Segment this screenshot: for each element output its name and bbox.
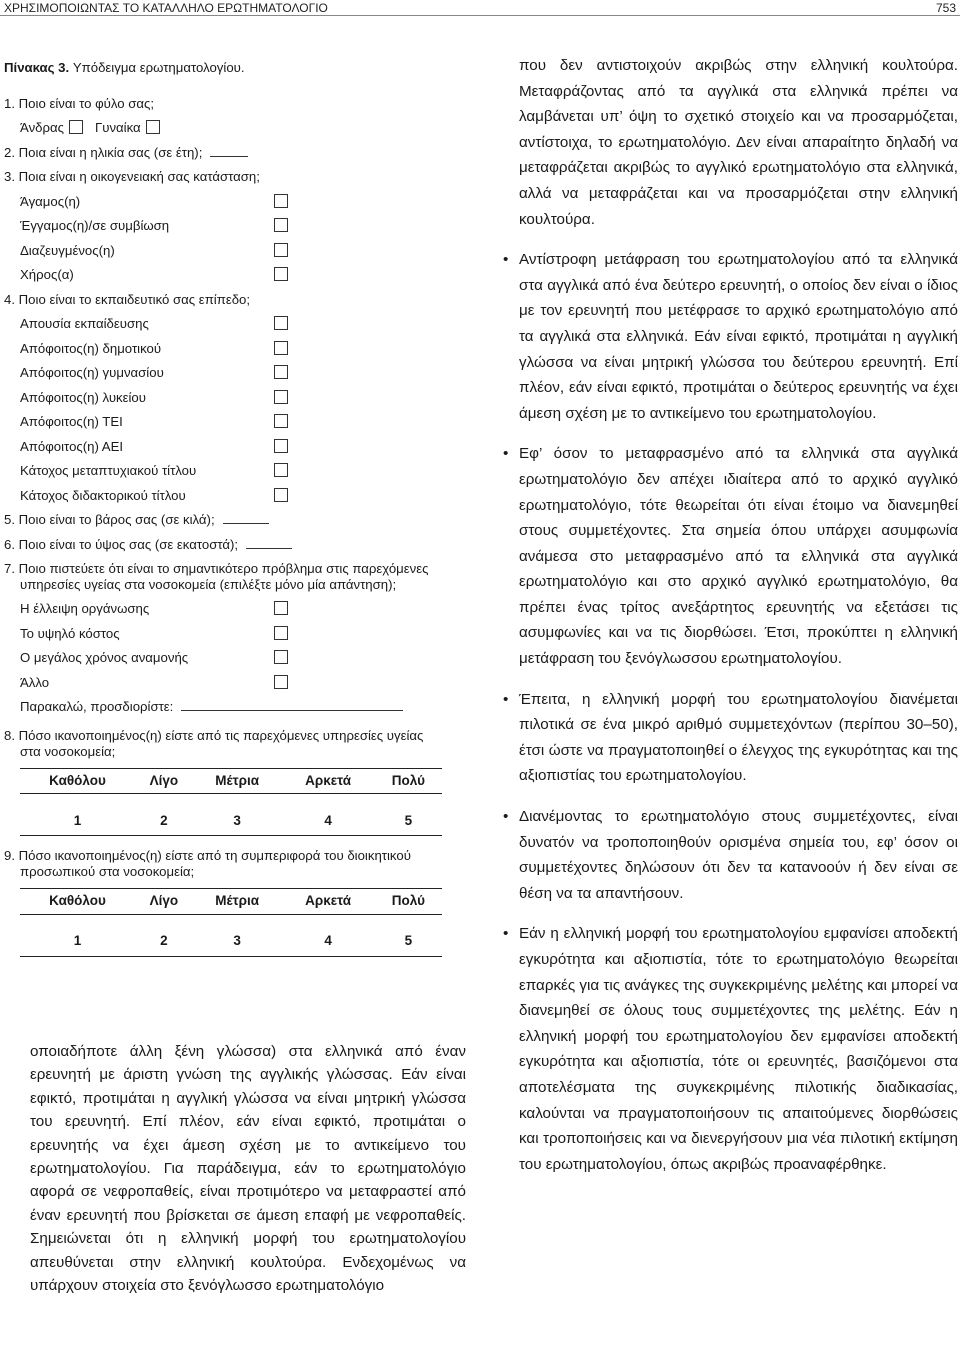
scale-label: Αρκετά bbox=[282, 768, 375, 794]
question-text-cont: υπηρεσίες υγείας στα νοσοκομεία (επιλέξτε μόνο μία απάντηση); bbox=[20, 577, 397, 592]
q4-option bbox=[4, 337, 474, 362]
scale-label: Καθόλου bbox=[20, 768, 135, 794]
body-paragraph-left: οποιαδήποτε άλλη ξένη γλώσσα) στα ελληνικά από έναν ερευνητή με άριστη γνώση της αγγλικής γλώσσας. Εάν είναι εφικτό, προτιμάται η αγγλική γλώσσα να είναι μητρική γλώσσα του ερευνητή. Επί πλέον, εάν είναι εφικτό, προτιμάται ο ερευνητής να έχει άμεση σχέση με το αντικείμενο του ερωτηματολογίου. Για παράδειγμα, εάν το ερωτηματολόγιο αφορά σε νεφροπαθείς, είναι προτιμότερο να μεταφραστεί από έναν ερευνητή που βρίσκεται σε άμεση επαφή με νεφροπαθείς. Σημειώνεται ότι η ελληνική μορφή του ερωτηματολογίου απευθύνεται στην ελληνική κουλτούρα. Ενδεχομένως να υπάρχουν στοιχεία στο ξενόγλωσσο ερωτηματολόγιο bbox=[30, 1043, 466, 1295]
question-text: 9. Πόσο ικανοποιημένος(η) είστε από τη συμπεριφορά του διοικητικού bbox=[4, 848, 411, 863]
scale-value[interactable]: 4 bbox=[282, 914, 375, 956]
checkbox[interactable] bbox=[274, 650, 288, 664]
checkbox-male[interactable] bbox=[69, 120, 83, 134]
option-label: Άνδρας bbox=[20, 120, 64, 135]
question-text: 6. Ποιο είναι το ύψος σας (σε εκατοστά); bbox=[4, 536, 239, 552]
option-label: Το υψηλό κόστος bbox=[20, 625, 120, 641]
q4-option bbox=[4, 435, 474, 460]
scale-label: Λίγο bbox=[135, 768, 193, 794]
checkbox[interactable] bbox=[274, 194, 288, 208]
checkbox[interactable] bbox=[274, 243, 288, 257]
q3-option bbox=[4, 190, 474, 215]
scale-value[interactable]: 3 bbox=[193, 794, 282, 836]
questionnaire-sample bbox=[4, 56, 474, 965]
scale-label: Πολύ bbox=[375, 889, 442, 915]
list-item-text: Έπειτα, η ελληνική μορφή του ερωτηματολογίου διανέμεται πιλοτικά σε ένα μικρό αριθμό συμμετεχόντων (περίπου 30–50), έτσι ώστε να πραγματοποιηθεί ο έλεγχος της εγκυρότητας και της αξιοπιστίας του ερωτηματολογίου. bbox=[519, 690, 958, 785]
page-number: 753 bbox=[935, 1, 956, 15]
list-item bbox=[500, 687, 958, 789]
option-label: Απόφοιτος(η) λυκείου bbox=[20, 389, 146, 405]
option-label: Απόφοιτος(η) ΤΕΙ bbox=[20, 414, 123, 429]
table-caption: Υπόδειγμα ερωτηματολογίου. bbox=[72, 60, 245, 75]
question-text-cont: προσωπικού στα νοσοκομεία; bbox=[20, 864, 195, 879]
page-header bbox=[0, 0, 960, 14]
q4-option bbox=[4, 312, 474, 337]
bullet-icon: • bbox=[503, 808, 509, 826]
list-item-text: Εφ’ όσον το μεταφρασμένο από τα ελληνικά στα αγγλικά ερωτηματολόγιο δεν απέχει ιδιαίτερα από το αρχικό αγγλικό ερωτηματολόγιο, τότε θεωρείται ότι είναι έτοιμο να διανεμηθεί στους συμμετέχοντες. Στα σημεία όπου υπάρχει ασυμφωνία ανάμεσα στο μεταφρασμένο από τα ελληνικά στα αγγλικά ερωτηματολόγιο και στο αρχικό αγγλικό ερωτηματολόγιο, θα πρέπει ένας τρίτος ανεξάρτητος ερευνητής να εξετάσει τις ασυμφωνίες και να τις διορθώσει. Έτσι, προκύπτει η ελληνική μετάφραση του ξενόγλωσσου ερωτηματολογίου. bbox=[519, 445, 958, 668]
table-title bbox=[4, 56, 474, 81]
question-text-cont: στα νοσοκομεία; bbox=[20, 743, 116, 759]
question-text: 8. Πόσο ικανοποιημένος(η) είστε από τις παρεχόμενες υπηρεσίες υγείας bbox=[4, 727, 424, 743]
list-item bbox=[500, 441, 958, 671]
option-label: Ο μεγάλος χρόνος αναμονής bbox=[20, 650, 189, 665]
question-5 bbox=[4, 508, 474, 533]
option-label: Η έλλειψη οργάνωσης bbox=[20, 601, 150, 616]
q4-option bbox=[4, 361, 474, 386]
running-title: ΧΡΗΣΙΜΟΠΟΙΩΝΤΑΣ ΤΟ ΚΑΤΑΛΛΗΛΟ ΕΡΩΤΗΜΑΤΟΛΟΓΙΟ bbox=[4, 1, 328, 15]
scale-label: Αρκετά bbox=[282, 889, 375, 915]
question-9 bbox=[4, 844, 474, 884]
list-item bbox=[500, 804, 958, 906]
checkbox[interactable] bbox=[274, 365, 288, 379]
specify-label: Παρακαλώ, προσδιορίστε: bbox=[20, 699, 174, 714]
list-item-text: Διανέμοντας το ερωτηματολόγιο στους συμμετέχοντες, είναι δυνατόν να τροποποιηθούν ορισμένα σημεία του, εφ’ όσον οι συμμετέχοντες δηλώσουν ότι δεν τα κατανοούν ή δεν είναι σε θέση να τα απαντήσουν. bbox=[519, 808, 958, 902]
list-item-text: Αντίστροφη μετάφραση του ερωτηματολογίου από τα ελληνικά στα αγγλικά από ένα δεύτερο ερευνητή, ο οποίος δεν είναι ο ίδιος με τον ερευνητή που μετέφρασε το αρχικό ερωτηματολόγιο από τα αγγλικά στα ελληνικά. Εάν είναι εφικτό, προτιμάται η αγγλική γλώσσα να είναι μητρική γλώσσα του δεύτερου ερευνητή. Επί πλέον, εάν είναι εφικτό, προτιμάται ο δεύτερος ερευνητής να έχει άμεση σχέση με το αντικείμενο του ερωτηματολογίου. bbox=[519, 251, 958, 422]
satisfaction-scale-q9 bbox=[20, 888, 442, 957]
scale-value[interactable]: 5 bbox=[375, 794, 442, 836]
scale-value[interactable]: 1 bbox=[20, 914, 135, 956]
list-item bbox=[500, 921, 958, 1177]
question-1: 1. Ποιο είναι το φύλο σας; bbox=[4, 95, 155, 111]
q4-option bbox=[4, 484, 474, 509]
question-2 bbox=[4, 141, 474, 166]
scale-value[interactable]: 3 bbox=[193, 914, 282, 956]
checkbox[interactable] bbox=[274, 390, 288, 404]
checkbox[interactable] bbox=[274, 414, 288, 428]
q4-option bbox=[4, 386, 474, 411]
scale-label: Πολύ bbox=[375, 768, 442, 794]
continuation-paragraph: που δεν αντιστοιχούν ακριβώς στην ελληνική κουλτούρα. Μεταφράζοντας από τα αγγλικά στα ελληνικά πρέπει να λαμβάνεται υπ’ όψη το σχετικό στοιχείο και να προσαρμόζεται, αντίστοιχα, το ερωτηματολόγιο. Δεν είναι απαραίτητο δηλαδή να μεταφράζεται ακριβώς το αγγλικό ερωτηματολόγιο στα ελληνικά, αλλά να μεταφράζεται και να προσαρμόζεται στην ελληνική κουλτούρα. bbox=[519, 57, 958, 228]
question-4: 4. Ποιο είναι το εκπαιδευτικό σας επίπεδο; bbox=[4, 291, 251, 307]
right-column bbox=[500, 53, 958, 1177]
q3-option bbox=[4, 263, 474, 288]
checkbox[interactable] bbox=[274, 267, 288, 281]
option-label: Άγαμος(η) bbox=[20, 193, 81, 209]
question-text: 7. Ποιο πιστεύετε ότι είναι το σημαντικότερο πρόβλημα στις παρεχόμενες bbox=[4, 561, 429, 576]
option-label: Γυναίκα bbox=[94, 120, 141, 135]
q3-option bbox=[4, 239, 474, 264]
option-label: Έγγαμος(η)/σε συμβίωση bbox=[20, 218, 170, 233]
option-label: Απόφοιτος(η) γυμνασίου bbox=[20, 365, 164, 380]
checkbox[interactable] bbox=[274, 341, 288, 355]
q7-option bbox=[4, 671, 474, 696]
checkbox[interactable] bbox=[274, 675, 288, 689]
scale-label: Μέτρια bbox=[193, 889, 282, 915]
question-8 bbox=[4, 724, 474, 764]
checkbox[interactable] bbox=[274, 218, 288, 232]
q7-specify bbox=[4, 695, 474, 720]
scale-label: Καθόλου bbox=[20, 889, 135, 915]
header-rule bbox=[0, 15, 960, 16]
specify-blank[interactable] bbox=[181, 696, 403, 711]
table-label: Πίνακας 3. bbox=[4, 60, 70, 75]
option-label: Κάτοχος μεταπτυχιακού τίτλου bbox=[20, 463, 197, 478]
checkbox-female[interactable] bbox=[146, 120, 160, 134]
scale-label: Λίγο bbox=[135, 889, 193, 915]
checkbox[interactable] bbox=[274, 463, 288, 477]
option-label: Χήρος(α) bbox=[20, 267, 74, 282]
question-text: 2. Ποια είναι η ηλικία σας (σε έτη); bbox=[4, 144, 203, 160]
bullet-icon: • bbox=[503, 690, 509, 708]
option-label: Κάτοχος διδακτορικού τίτλου bbox=[20, 487, 186, 503]
list-item-text: Εάν η ελληνική μορφή του ερωτηματολογίου εμφανίσει αποδεκτή εγκυρότητα και αξιοπιστία, τότε το ερωτηματολόγιο θεωρείται επαρκές για τις ανάγκες της συγκεκριμένης μελέτης και μπορεί να διανεμηθεί σε όλους τους συμμετέχοντες της μελέτης. Εάν η ελληνική μορφή του ερωτηματολογίου δεν εμφανίσει αποδεκτή εγκυρότητα και αξιοπιστία, τότε οι ερευνητές, βασιζόμενοι στα αποτελέσματα της συγκεκριμένης πιλοτικής διαδικασίας, καλούνται να πραγματοποιήσουν τις απαιτούμενες διορθώσεις και τροποποιήσεις και να διενεργήσουν μια νέα πιλοτική εκτίμηση του ερωτηματολογίου, όπως ακριβώς προαναφέρθηκε. bbox=[519, 925, 958, 1173]
question-7 bbox=[4, 557, 474, 597]
bullet-icon: • bbox=[503, 251, 509, 269]
checkbox[interactable] bbox=[274, 601, 288, 615]
q7-option bbox=[4, 597, 474, 622]
question-text: 5. Ποιο είναι το βάρος σας (σε κιλά); bbox=[4, 512, 215, 527]
q1-options bbox=[4, 116, 474, 141]
option-label: Απόφοιτος(η) δημοτικού bbox=[20, 340, 162, 356]
bullet-icon: • bbox=[503, 925, 509, 943]
q4-option bbox=[4, 410, 474, 435]
checkbox[interactable] bbox=[274, 316, 288, 330]
option-label: Διαζευγμένος(η) bbox=[20, 242, 115, 258]
scale-value[interactable]: 2 bbox=[135, 914, 193, 956]
option-label: Άλλο bbox=[20, 674, 50, 690]
q7-option bbox=[4, 646, 474, 671]
list-item bbox=[500, 247, 958, 426]
bullet-icon: • bbox=[503, 445, 509, 463]
option-label: Απόφοιτος(η) ΑΕΙ bbox=[20, 438, 124, 454]
checkbox[interactable] bbox=[274, 626, 288, 640]
scale-value[interactable]: 1 bbox=[20, 794, 135, 836]
question-3: 3. Ποια είναι η οικογενειακή σας κατάσταση; bbox=[4, 169, 260, 184]
checkbox[interactable] bbox=[274, 488, 288, 502]
checkbox[interactable] bbox=[274, 439, 288, 453]
scale-value[interactable]: 2 bbox=[135, 794, 193, 836]
option-label: Απουσία εκπαίδευσης bbox=[20, 316, 149, 331]
q7-option bbox=[4, 622, 474, 647]
scale-value[interactable]: 4 bbox=[282, 794, 375, 836]
height-blank[interactable] bbox=[246, 534, 292, 549]
scale-label: Μέτρια bbox=[193, 768, 282, 794]
steps-list bbox=[500, 247, 958, 1177]
question-6 bbox=[4, 533, 474, 558]
weight-blank[interactable] bbox=[223, 509, 269, 524]
scale-value[interactable]: 5 bbox=[375, 914, 442, 956]
q3-option bbox=[4, 214, 474, 239]
age-blank[interactable] bbox=[210, 142, 248, 157]
satisfaction-scale-q8 bbox=[20, 768, 442, 837]
q4-option bbox=[4, 459, 474, 484]
